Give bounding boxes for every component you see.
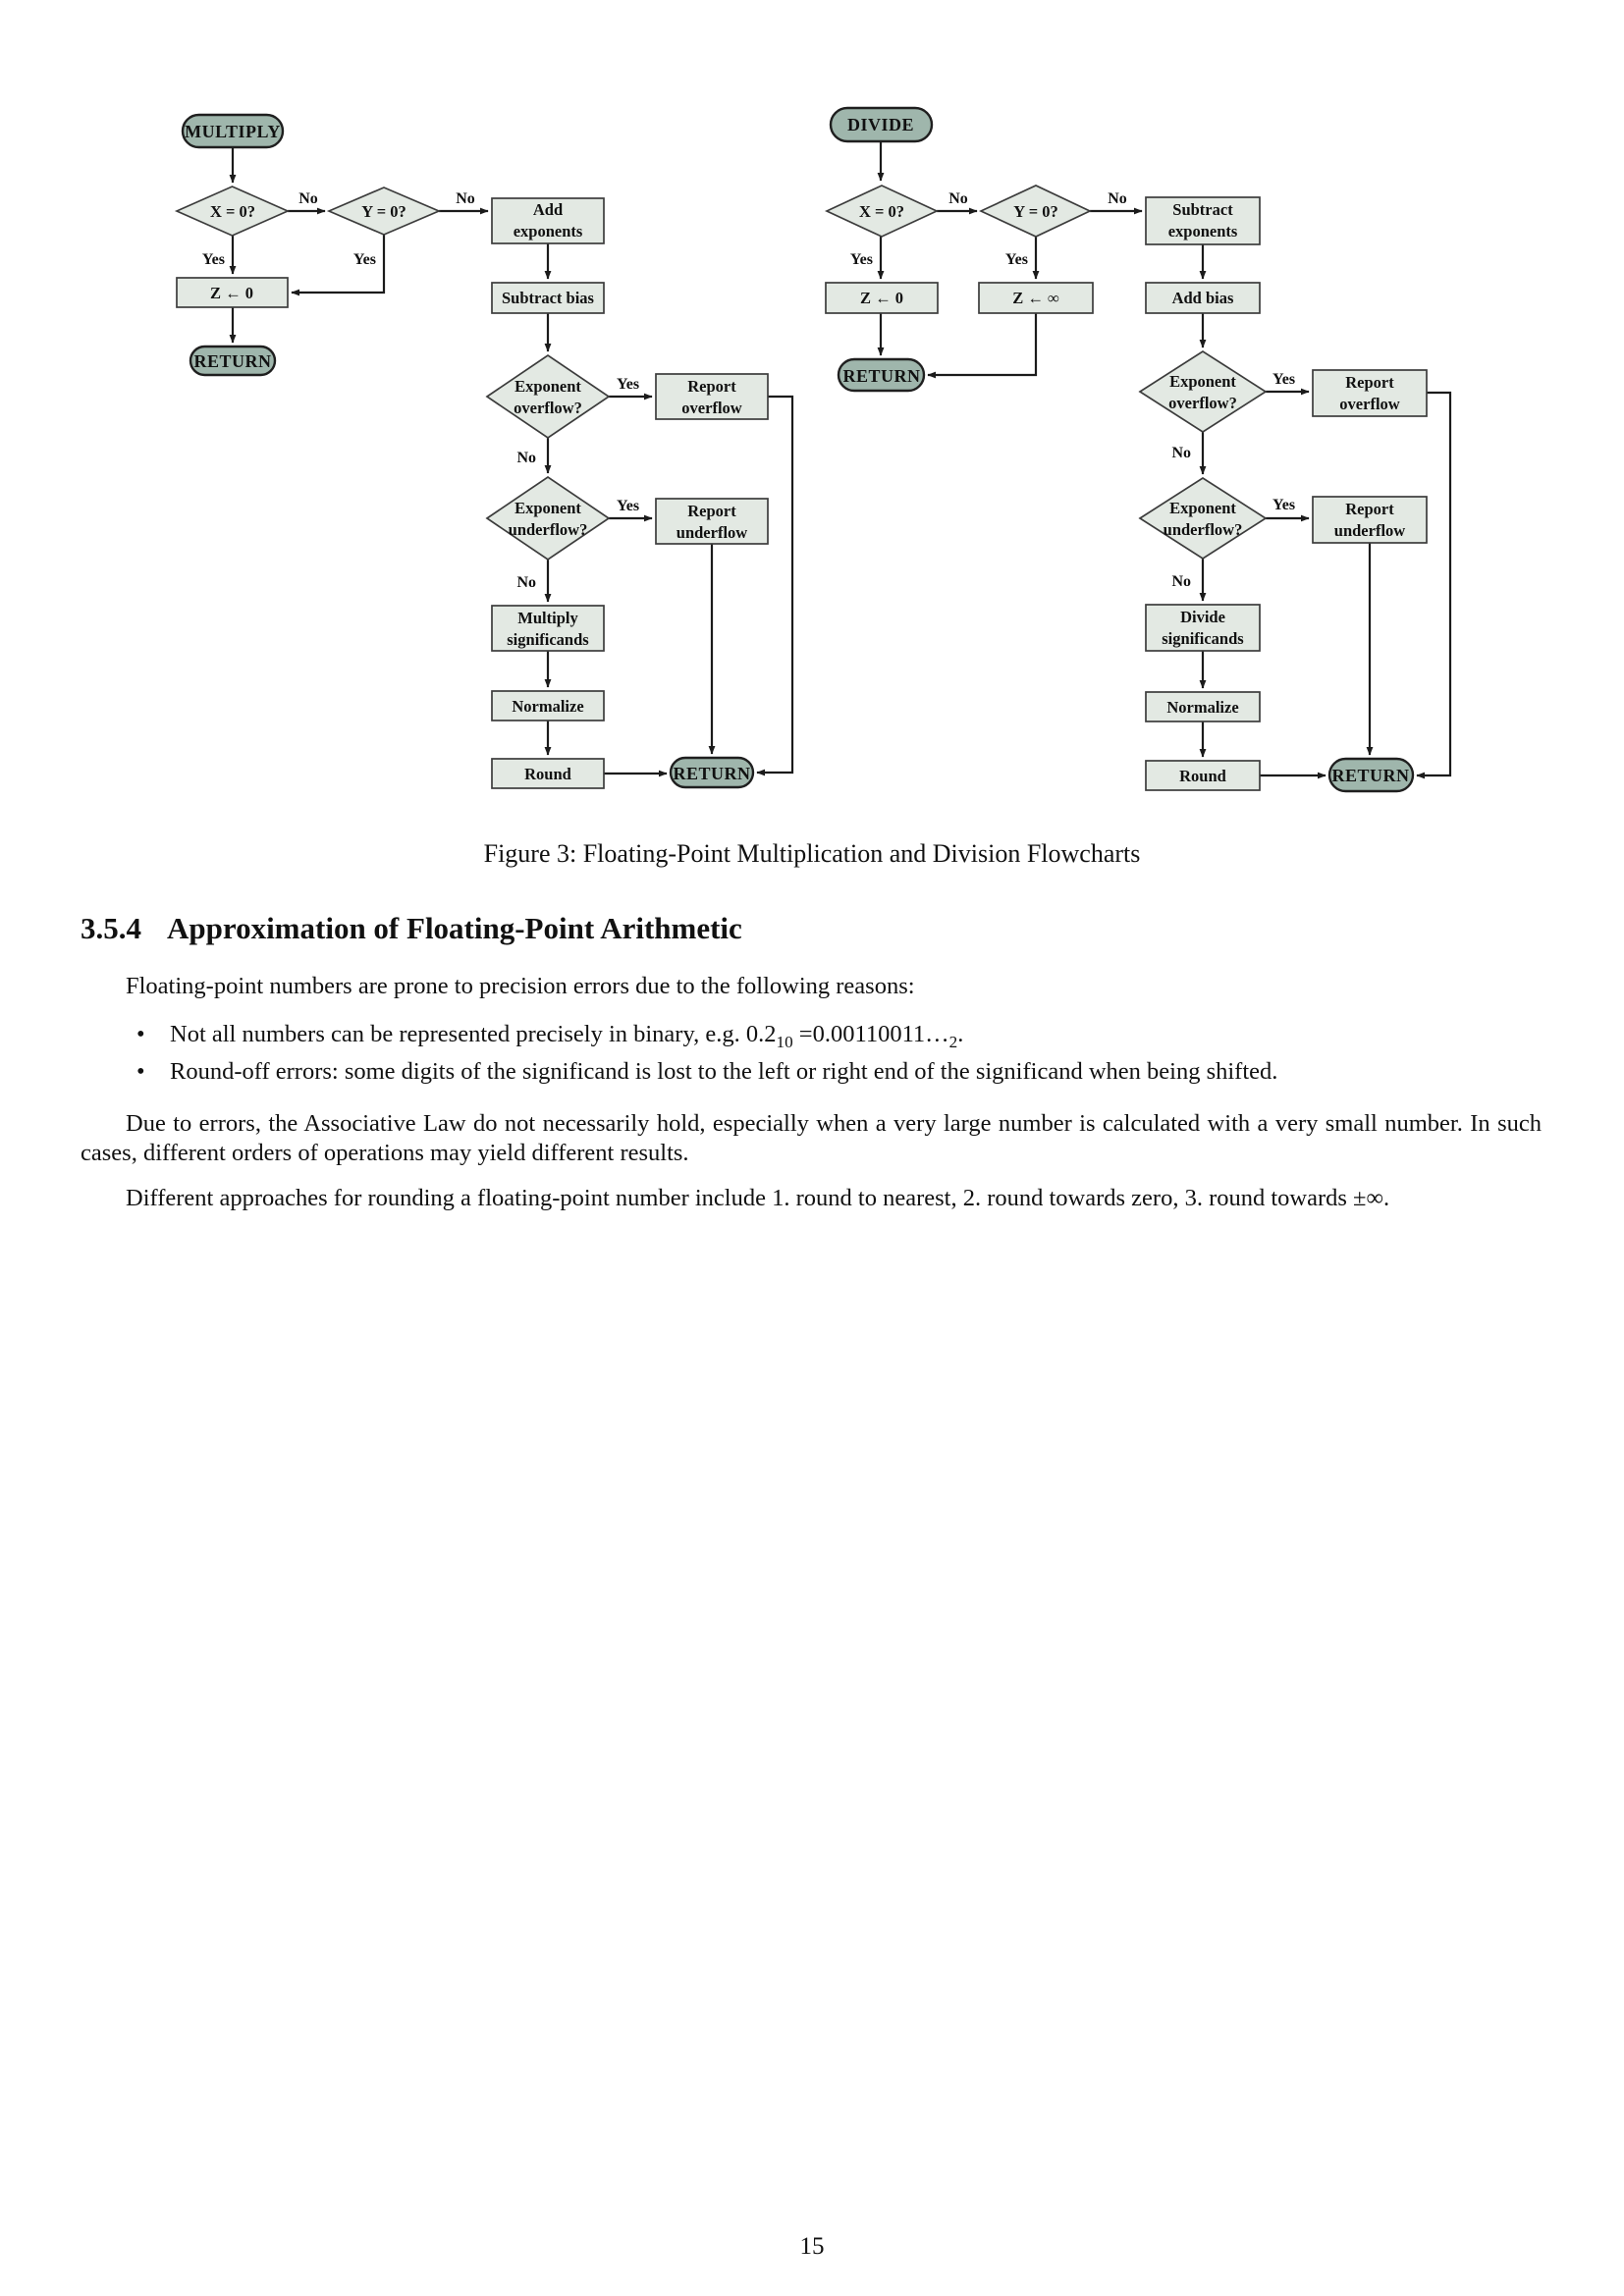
multiply-flowchart	[177, 115, 792, 788]
flow-arrow	[928, 313, 1036, 375]
edge-label-yes: Yes	[1272, 371, 1296, 388]
flowcharts-figure	[0, 0, 1624, 815]
section-heading	[81, 911, 742, 946]
multiply-underflow-line2: underflow?	[508, 520, 588, 539]
multiply-overflow-line1: Exponent	[514, 377, 581, 396]
edge-label-no: No	[1108, 190, 1127, 207]
paragraph-rounding: Different approaches for rounding a floating-point number include 1. round to nearest, 2. round towards zero, 3. round towards ±∞.	[126, 1185, 1390, 1211]
edge-label-yes: Yes	[1272, 497, 1296, 513]
divide-underflow-line2: underflow?	[1163, 520, 1243, 539]
multiply-report-overflow-line1: Report	[687, 377, 736, 396]
edge-label-yes: Yes	[1004, 251, 1028, 268]
flow-arrow	[1417, 393, 1450, 775]
divide-start-label: DIVIDE	[846, 115, 915, 134]
page-number: 15	[799, 2233, 825, 2260]
bullet1-mid: =0.00110011…	[792, 1021, 949, 1047]
multiply-significands-line1: Multiply	[517, 609, 578, 627]
edge-label-no: No	[516, 574, 536, 591]
divide-overflow-line1: Exponent	[1169, 372, 1236, 391]
bullet1-pre: Not all numbers can be represented precisely in binary, e.g. 0.2	[170, 1021, 777, 1047]
edge-label-yes: Yes	[617, 498, 640, 514]
divide-add-bias-label: Add bias	[1171, 289, 1234, 307]
edge-label-yes: Yes	[201, 251, 225, 268]
divide-underflow-line1: Exponent	[1169, 499, 1236, 517]
multiply-return-right-label: RETURN	[673, 764, 751, 783]
multiply-return-left-label: RETURN	[193, 351, 272, 371]
multiply-underflow-diamond	[487, 477, 609, 560]
bullet1-sub1: 10	[776, 1032, 793, 1051]
multiply-overflow-line2: overflow?	[514, 399, 582, 417]
edge-label-no: No	[298, 190, 318, 207]
edge-label-no: No	[456, 190, 475, 207]
multiply-add-exponents-line2: exponents	[513, 222, 583, 240]
divide-return-right-label: RETURN	[1331, 766, 1410, 785]
edge-label-no: No	[516, 450, 536, 466]
edge-label-yes: Yes	[352, 251, 376, 268]
divide-significands-line2: significands	[1162, 629, 1244, 648]
multiply-z-zero-label: Z ← 0	[209, 284, 254, 302]
multiply-underflow-line1: Exponent	[514, 499, 581, 517]
multiply-report-underflow-line1: Report	[687, 502, 736, 520]
divide-subtract-exponents-line1: Subtract	[1172, 200, 1233, 219]
multiply-x-test-label: X = 0?	[209, 202, 256, 221]
list-item	[136, 1020, 1564, 1049]
multiply-overflow-diamond	[487, 355, 609, 438]
section-number: 3.5.4	[81, 911, 141, 945]
bullet1-sub2: 2	[948, 1032, 958, 1051]
divide-return-left-label: RETURN	[842, 366, 921, 386]
divide-report-overflow-line2: overflow	[1339, 395, 1400, 413]
edge-label-no: No	[948, 190, 968, 207]
edge-label-no: No	[1171, 573, 1191, 590]
divide-z-zero-label: Z ← 0	[859, 289, 904, 307]
multiply-round-label: Round	[524, 765, 571, 783]
bullet1-post: .	[957, 1021, 964, 1047]
bullet-icon: •	[136, 1021, 145, 1047]
flow-arrow	[757, 397, 792, 773]
divide-report-underflow-line2: underflow	[1333, 521, 1406, 540]
edge-label-no: No	[1171, 445, 1191, 461]
divide-y-test-label: Y = 0?	[1013, 202, 1058, 221]
divide-report-underflow-line1: Report	[1345, 500, 1394, 518]
divide-subtract-exponents-line2: exponents	[1167, 222, 1238, 240]
divide-significands-line1: Divide	[1180, 608, 1225, 626]
divide-x-test-label: X = 0?	[858, 202, 905, 221]
section-title: Approximation of Floating-Point Arithmetic	[167, 911, 742, 945]
multiply-report-overflow-line2: overflow	[681, 399, 742, 417]
multiply-significands-line2: significands	[507, 630, 589, 649]
divide-overflow-diamond	[1140, 351, 1266, 432]
edge-label-yes: Yes	[849, 251, 873, 268]
divide-report-overflow-line1: Report	[1345, 373, 1394, 392]
bullet2-text: Round-off errors: some digits of the significand is lost to the left or right end of the significand when being shifted.	[170, 1058, 1278, 1085]
edge-label-yes: Yes	[617, 376, 640, 393]
multiply-y-test-label: Y = 0?	[361, 202, 406, 221]
divide-underflow-diamond	[1140, 478, 1266, 559]
divide-normalize-label: Normalize	[1166, 698, 1239, 717]
figure-caption: Figure 3: Floating-Point Multiplication and Division Flowcharts	[483, 839, 1141, 868]
divide-flowchart	[826, 108, 1450, 791]
multiply-subtract-bias-label: Subtract bias	[502, 289, 594, 307]
paragraph-intro: Floating-point numbers are prone to precision errors due to the following reasons:	[126, 973, 915, 999]
list-item	[136, 1057, 1564, 1087]
divide-z-infinity-label: Z ← ∞	[1012, 289, 1059, 307]
multiply-add-exponents-line1: Add	[532, 200, 564, 219]
multiply-normalize-label: Normalize	[512, 697, 584, 716]
multiply-start-label: MULTIPLY	[185, 122, 281, 141]
paragraph-associative-law: Due to errors, the Associative Law do not necessarily hold, especially when a very large number is calculated with a very small number. In such cases, different orders of operations may yield different results.	[81, 1110, 1542, 1166]
divide-round-label: Round	[1179, 767, 1226, 785]
divide-overflow-line2: overflow?	[1168, 394, 1237, 412]
bullet-icon: •	[136, 1058, 145, 1085]
multiply-report-underflow-line2: underflow	[676, 523, 748, 542]
